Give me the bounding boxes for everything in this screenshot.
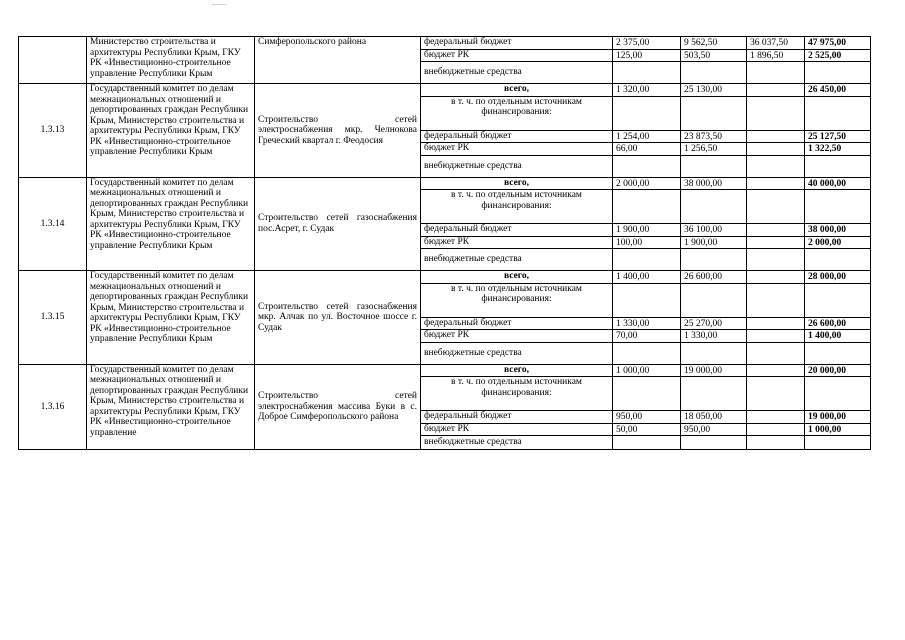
total-cell: 2 000,00 [805, 236, 871, 249]
total-cell [805, 342, 871, 364]
value-cell [681, 249, 747, 271]
value-cell [747, 283, 805, 317]
total-cell: 1 322,50 [805, 143, 871, 156]
value-cell: 50,00 [613, 423, 681, 436]
value-cell [747, 317, 805, 330]
value-cell [747, 377, 805, 411]
value-cell [613, 96, 681, 130]
value-cell: 26 600,00 [681, 271, 747, 284]
value-cell: 9 562,50 [681, 37, 747, 50]
value-cell: 1 900,00 [613, 224, 681, 237]
value-cell [613, 342, 681, 364]
value-cell [747, 236, 805, 249]
value-cell: 36 037,50 [747, 37, 805, 50]
value-cell [747, 423, 805, 436]
source-cell: бюджет РК [421, 143, 613, 156]
source-cell: федеральный бюджет [421, 37, 613, 50]
value-cell [613, 283, 681, 317]
value-cell [747, 177, 805, 190]
value-cell [681, 96, 747, 130]
executor-cell: Государственный комитет по делам межнациональных отношений и депортированных граждан Республики Крым, Министерство строительства и архитектуры Республики Крым, ГКУ РК «Инвестиционно-строительное управление Республики Крым [87, 177, 255, 271]
value-cell [747, 96, 805, 130]
source-cell: бюджет РК [421, 423, 613, 436]
value-cell: 950,00 [613, 411, 681, 424]
value-cell: 66,00 [613, 143, 681, 156]
total-cell: 38 000,00 [805, 224, 871, 237]
total-cell: 26 600,00 [805, 317, 871, 330]
value-cell: 23 873,50 [681, 130, 747, 143]
total-cell: 28 000,00 [805, 271, 871, 284]
source-total-cell: всего, [421, 84, 613, 97]
value-cell [747, 143, 805, 156]
source-cell: федеральный бюджет [421, 130, 613, 143]
value-cell [747, 330, 805, 343]
total-cell: 26 450,00 [805, 84, 871, 97]
value-cell: 1 896,50 [747, 49, 805, 62]
index-cell [19, 37, 87, 84]
total-cell [805, 249, 871, 271]
source-note-cell: в т. ч. по отдельным источникам финансирования: [421, 190, 613, 224]
value-cell: 950,00 [681, 423, 747, 436]
value-cell [613, 190, 681, 224]
total-cell [805, 96, 871, 130]
index-cell: 1.3.13 [19, 84, 87, 178]
value-cell [747, 342, 805, 364]
source-cell: внебюджетные средства [421, 249, 613, 271]
table-row [19, 37, 871, 50]
value-cell [747, 155, 805, 177]
scan-artifact [212, 4, 226, 5]
source-note-cell: в т. ч. по отдельным источникам финансирования: [421, 283, 613, 317]
value-cell: 18 050,00 [681, 411, 747, 424]
value-cell: 125,00 [613, 49, 681, 62]
source-cell: бюджет РК [421, 330, 613, 343]
executor-cell: Государственный комитет по делам межнациональных отношений и депортированных граждан Республики Крым, Министерство строительства и архитектуры Республики Крым, ГКУ РК «Инвестиционно-строительное управление Республики Крым [87, 84, 255, 178]
value-cell: 1 330,00 [681, 330, 747, 343]
source-cell: внебюджетные средства [421, 436, 613, 450]
value-cell: 19 000,00 [681, 364, 747, 377]
value-cell [747, 271, 805, 284]
source-total-cell: всего, [421, 364, 613, 377]
value-cell [681, 62, 747, 84]
value-cell [613, 249, 681, 271]
value-cell: 1 256,50 [681, 143, 747, 156]
value-cell [681, 155, 747, 177]
table-row [19, 364, 871, 377]
value-cell [747, 249, 805, 271]
source-note-cell: в т. ч. по отдельным источникам финансирования: [421, 96, 613, 130]
value-cell [747, 411, 805, 424]
object-cell: Строительство сетей электроснабжения мкр. Челнокова Греческий квартал г. Феодосия [255, 84, 421, 178]
value-cell: 1 400,00 [613, 271, 681, 284]
table-row [19, 177, 871, 190]
value-cell: 70,00 [613, 330, 681, 343]
value-cell [747, 130, 805, 143]
value-cell [681, 342, 747, 364]
source-cell: федеральный бюджет [421, 224, 613, 237]
value-cell [747, 224, 805, 237]
value-cell [613, 62, 681, 84]
object-cell: Строительство сетей газоснабжения пос.Асрет, г. Судак [255, 177, 421, 271]
executor-cell: Государственный комитет по делам межнациональных отношений и депортированных граждан Республики Крым, Министерство строительства и архитектуры Республики Крым, ГКУ РК «Инвестиционно-строительное управление [87, 364, 255, 450]
value-cell: 1 000,00 [613, 364, 681, 377]
total-cell [805, 436, 871, 450]
total-cell: 2 525,00 [805, 49, 871, 62]
source-cell: федеральный бюджет [421, 411, 613, 424]
source-total-cell: всего, [421, 271, 613, 284]
table-row [19, 84, 871, 97]
value-cell: 503,50 [681, 49, 747, 62]
total-cell: 40 000,00 [805, 177, 871, 190]
total-cell: 19 000,00 [805, 411, 871, 424]
value-cell: 25 130,00 [681, 84, 747, 97]
index-cell: 1.3.14 [19, 177, 87, 271]
value-cell: 1 254,00 [613, 130, 681, 143]
total-cell: 20 000,00 [805, 364, 871, 377]
source-cell: внебюджетные средства [421, 342, 613, 364]
total-cell [805, 377, 871, 411]
value-cell [681, 283, 747, 317]
source-note-cell: в т. ч. по отдельным источникам финансирования: [421, 377, 613, 411]
total-cell [805, 155, 871, 177]
value-cell: 1 320,00 [613, 84, 681, 97]
value-cell [613, 377, 681, 411]
index-cell: 1.3.15 [19, 271, 87, 365]
source-cell: федеральный бюджет [421, 317, 613, 330]
source-cell: бюджет РК [421, 236, 613, 249]
value-cell [747, 84, 805, 97]
source-cell: внебюджетные средства [421, 62, 613, 84]
total-cell: 1 000,00 [805, 423, 871, 436]
value-cell [747, 62, 805, 84]
value-cell [613, 436, 681, 450]
index-cell: 1.3.16 [19, 364, 87, 450]
value-cell [681, 377, 747, 411]
source-cell: внебюджетные средства [421, 155, 613, 177]
executor-cell: Государственный комитет по делам межнациональных отношений и депортированных граждан Республики Крым, Министерство строительства и архитектуры Республики Крым, ГКУ РК «Инвестиционно-строительное управление Республики Крым [87, 271, 255, 365]
value-cell: 1 330,00 [613, 317, 681, 330]
value-cell: 2 375,00 [613, 37, 681, 50]
total-cell: 1 400,00 [805, 330, 871, 343]
value-cell: 25 270,00 [681, 317, 747, 330]
value-cell: 38 000,00 [681, 177, 747, 190]
value-cell: 2 000,00 [613, 177, 681, 190]
source-total-cell: всего, [421, 177, 613, 190]
budget-table [18, 36, 871, 450]
value-cell [681, 190, 747, 224]
value-cell: 36 100,00 [681, 224, 747, 237]
value-cell: 1 900,00 [681, 236, 747, 249]
executor-cell: Министерство строительства и архитектуры Республики Крым, ГКУ РК «Инвестиционно-строительное управление Республики Крым [87, 37, 255, 84]
table-row [19, 271, 871, 284]
total-cell [805, 283, 871, 317]
total-cell [805, 190, 871, 224]
source-cell: бюджет РК [421, 49, 613, 62]
value-cell [747, 436, 805, 450]
object-cell: Строительство сетей электроснабжения массива Буки в с. Доброе Симферопольского района [255, 364, 421, 450]
value-cell [747, 364, 805, 377]
total-cell: 25 127,50 [805, 130, 871, 143]
total-cell: 47 975,00 [805, 37, 871, 50]
object-cell: Симферопольского района [255, 37, 421, 84]
value-cell [613, 155, 681, 177]
value-cell: 100,00 [613, 236, 681, 249]
total-cell [805, 62, 871, 84]
value-cell [681, 436, 747, 450]
value-cell [747, 190, 805, 224]
object-cell: Строительство сетей газоснабжения мкр. Алчак по ул. Восточное шоссе г. Судак [255, 271, 421, 365]
